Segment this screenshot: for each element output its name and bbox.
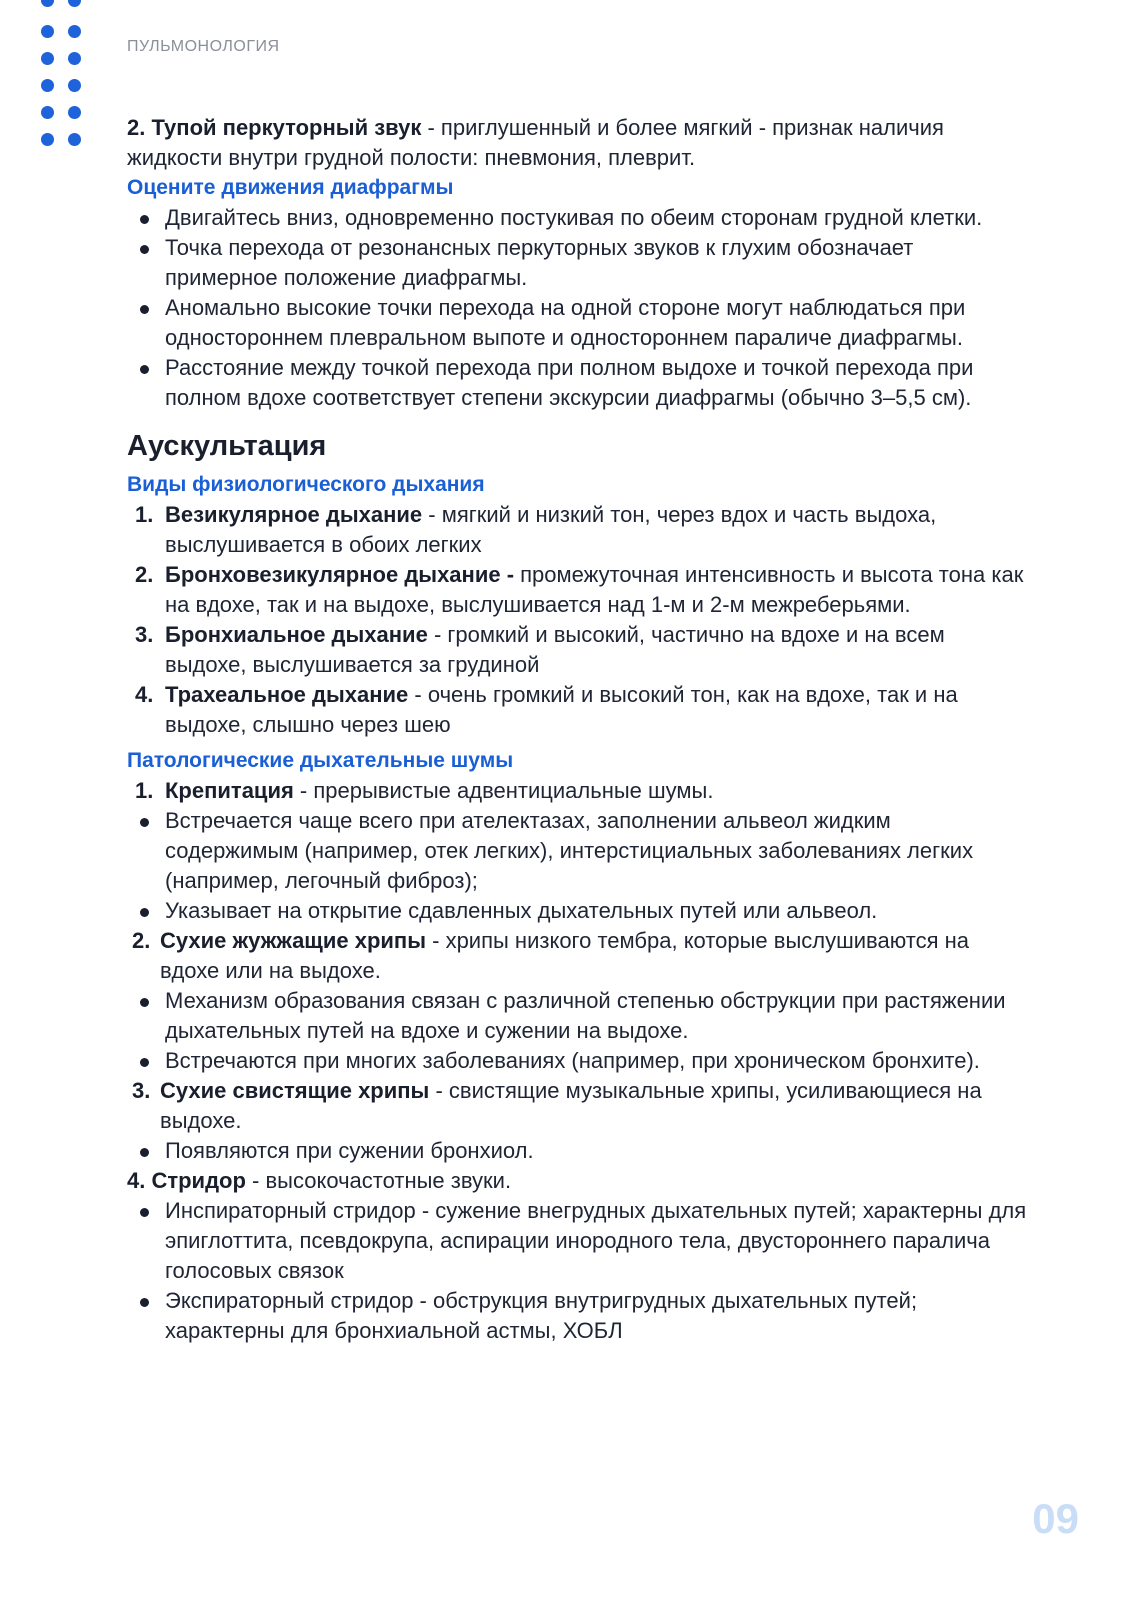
list-item [127,1286,1027,1346]
term-text: - высокочастотные звуки. [245,1168,512,1193]
list-item [127,986,1027,1046]
term-label: Крепитация [165,778,294,803]
dot [41,25,54,38]
dot [41,106,54,119]
list-item [127,500,1027,560]
dot [41,52,54,65]
section-title-auscultation: Аускультация [127,430,327,462]
list-item [127,293,1027,353]
term-text: - очень громкий и высокий тон, как на вдохе, так и на выдохе, слышно через шею [165,682,958,737]
list-number: 3. [135,622,154,647]
term-text: - мягкий и низкий тон, через вдох и часть выдоха, выслушивается в обоих легких [165,502,937,557]
bullet-icon [140,245,149,254]
section-header: ПУЛЬМОНОЛОГИЯ [127,38,280,55]
dot [68,52,81,65]
list-number: 2. [132,928,151,953]
bullet-icon [140,1058,149,1067]
term-label: Везикулярное дыхание [165,502,423,527]
list-item-text: Механизм образования связан с различной степенью обструкции при растяжении дыхательных путей на вдохе и сужении на выдохе. [165,988,1006,1043]
term-text: промежуточная интенсивность и высота тона как на вдохе, так и на выдохе, выслушивается над 1-м и 2-м межреберьями. [165,562,1024,617]
dot [41,79,54,92]
list-number: 1. [135,778,154,803]
list-number: 1. [135,502,154,527]
list-item-text: Указывает на открытие сдавленных дыхательных путей или альвеол. [165,898,878,923]
subheading-pathological: Патологические дыхательные шумы [127,749,514,772]
dot [68,106,81,119]
list-item [127,1166,1027,1196]
page-content [127,113,1027,1346]
list-number: 4. [135,682,154,707]
dot [41,133,54,146]
term-text: - прерывистые адвентициальные шумы. [293,778,714,803]
page-number: 09 [1032,1495,1079,1542]
term-label: Бронховезикулярное дыхание - [165,562,515,587]
list-item-text: Экспираторный стридор - обструкция внутригрудных дыхательных путей; характерны для бронхиальной астмы, ХОБЛ [165,1288,918,1343]
term-label: 2. Тупой перкуторный звук [127,115,422,140]
list-item [127,680,1027,740]
physiological-list [127,500,1027,740]
list-item [127,1136,1027,1166]
list-item [127,560,1027,620]
list-item [127,203,1027,233]
list-item-text: Встречаются при многих заболеваниях (например, при хроническом бронхите). [165,1048,980,1073]
list-item-text: Аномально высокие точки перехода на одной стороне могут наблюдаться при одностороннем плевральном выпоте и одностороннем параличе диафрагмы. [165,295,966,350]
dot [68,25,81,38]
list-item-text: Инспираторный стридор - сужение внегрудных дыхательных путей; характерны для эпиглоттита, псевдокрупа, аспирации инородного тела, двустороннего паралича голосовых связок [165,1198,1027,1283]
bullet-icon [140,1148,149,1157]
dot [68,133,81,146]
bullet-icon [140,1298,149,1307]
term-label: Сухие жужжащие хрипы [160,928,427,953]
dot [41,0,54,7]
list-number: 2. [135,562,154,587]
bullet-icon [140,1208,149,1217]
list-item [127,806,1027,896]
dot [68,79,81,92]
term-label: Бронхиальное дыхание [165,622,428,647]
list-item-text: Встречается чаще всего при ателектазах, заполнении альвеол жидким содержимым (например, отек легких), интерстициальных заболеваниях легких (например, легочный фиброз); [165,808,974,893]
list-item [127,776,1027,806]
list-item [127,926,1027,986]
bullet-icon [140,998,149,1007]
pathological-list [127,776,1027,1346]
list-item-text: Появляются при сужении бронхиол. [165,1138,534,1163]
decorative-dot-grid [37,0,91,160]
subheading-physiological: Виды физиологического дыхания [127,473,485,496]
list-item-text: Точка перехода от резонансных перкуторных звуков к глухим обозначает примерное положение диафрагмы. [165,235,914,290]
bullet-icon [140,818,149,827]
list-item [127,896,1027,926]
term-label: Сухие свистящие хрипы [160,1078,430,1103]
bullet-icon [140,215,149,224]
term-text: - громкий и высокий, частично на вдохе и на всем выдохе, выслушивается за грудиной [165,622,945,677]
list-item [127,353,1027,413]
bullet-icon [140,305,149,314]
percussion-item-dull [127,113,1027,173]
bullet-icon [140,908,149,917]
dot [68,0,81,7]
list-item-text: Расстояние между точкой перехода при полном выдохе и точкой перехода при полном вдохе соответствует степени экскурсии диафрагмы (обычно 3–5,5 см). [165,355,974,410]
bullet-icon [140,365,149,374]
term-text: - свистящие музыкальные хрипы, усиливающиеся на выдохе. [160,1078,982,1133]
list-item-text: Двигайтесь вниз, одновременно постукивая по обеим сторонам грудной клетки. [165,205,983,230]
list-item [127,620,1027,680]
subheading-diaphragm: Оцените движения диафрагмы [127,176,454,199]
list-item [127,1196,1027,1286]
list-item [127,1046,1027,1076]
list-item [127,233,1027,293]
term-text: - приглушенный и более мягкий - признак наличия жидкости внутри грудной полости: пневмония, плеврит. [127,115,944,170]
term-text: - хрипы низкого тембра, которые выслушиваются на вдохе или на выдохе. [160,928,969,983]
diaphragm-list [127,203,1027,413]
term-label: 4. Стридор [127,1168,246,1193]
list-item [127,1076,1027,1136]
list-number: 3. [132,1078,151,1103]
term-label: Трахеальное дыхание [165,682,409,707]
